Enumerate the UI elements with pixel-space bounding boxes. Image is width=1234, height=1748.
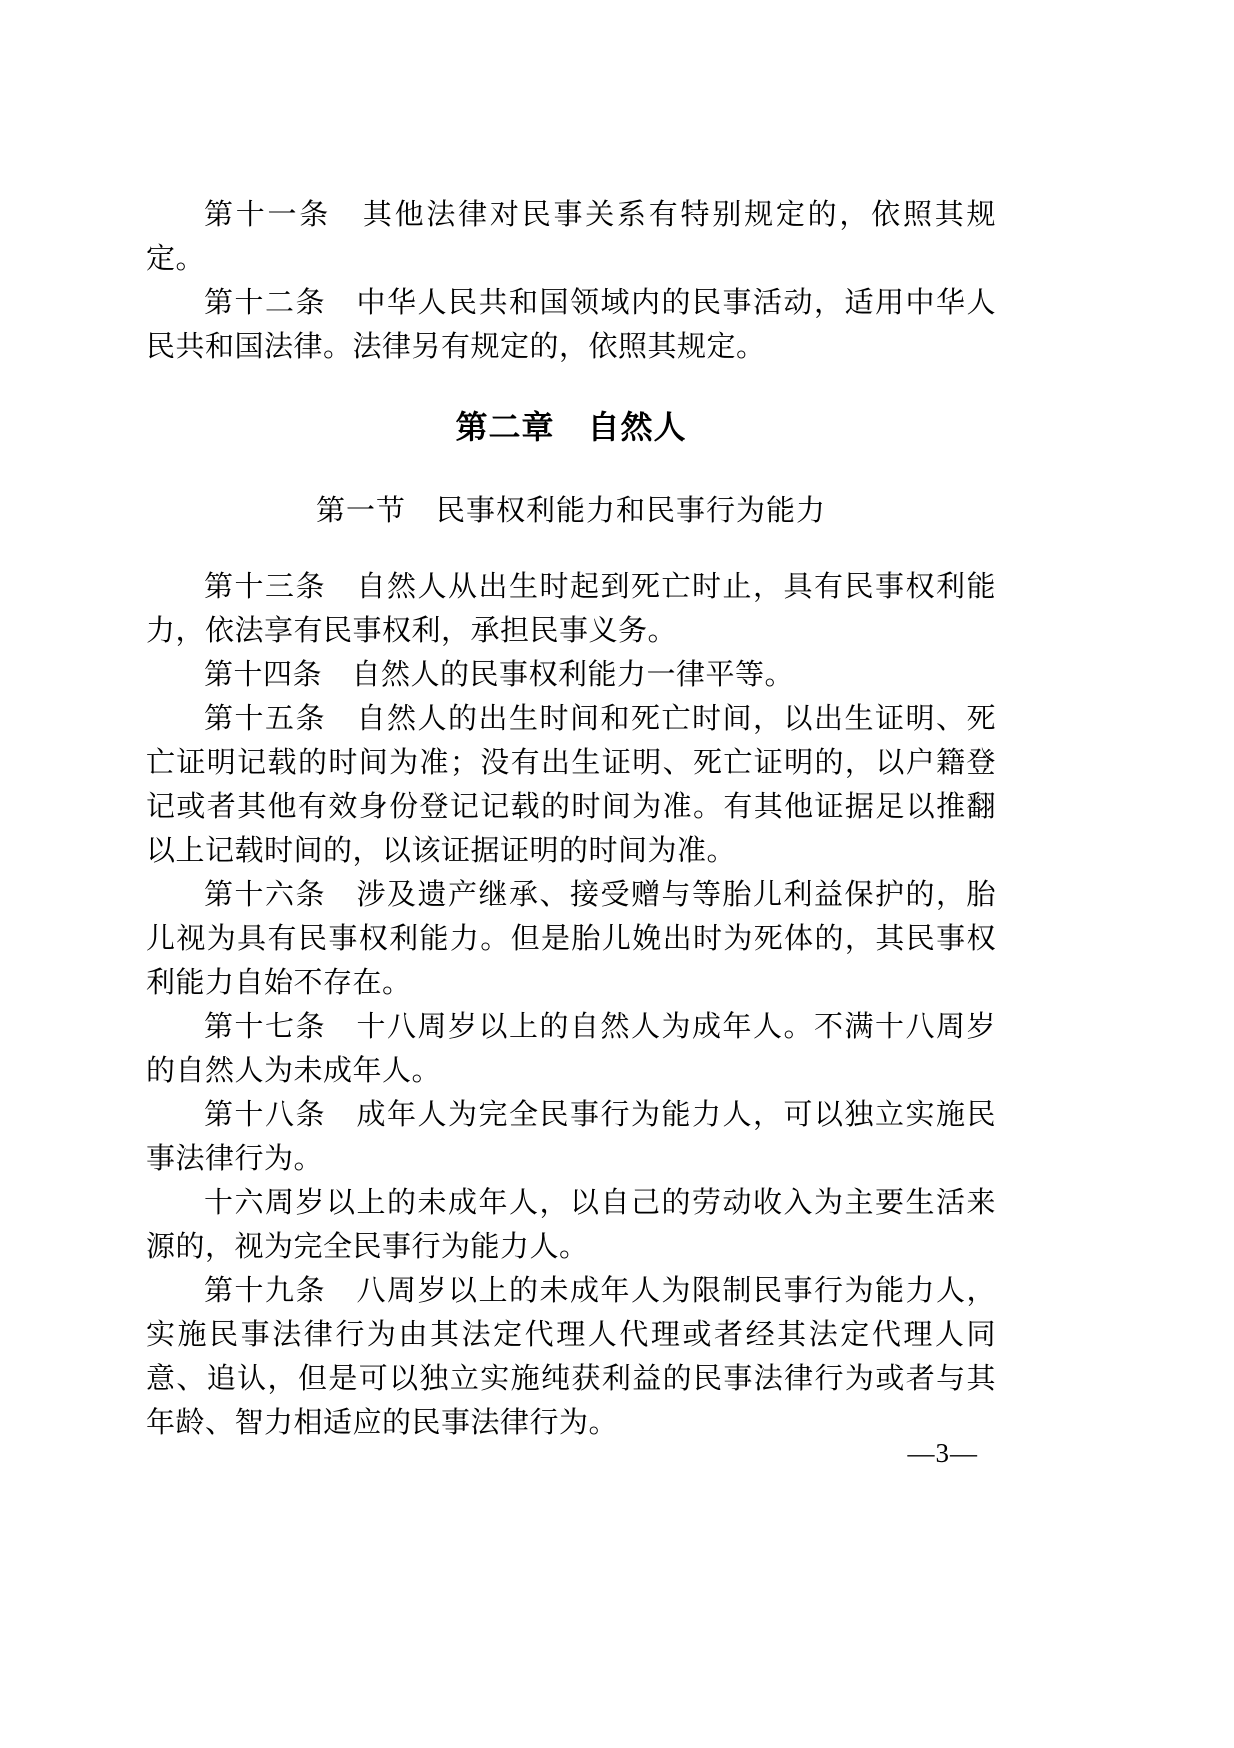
chapter-2-heading: 第二章 自然人 (455, 409, 687, 445)
article-12-paragraph: 第十二条 中华人民共和国领域内的民事活动，适用中华人民共和国法律。法律另有规定的，依照其规定。 (146, 287, 996, 363)
page-number: —3— (907, 1438, 978, 1468)
article-18-paragraph: 第十八条 成年人为完全民事行为能力人，可以独立实施民事法律行为。 (146, 1099, 996, 1175)
article-16-paragraph: 第十六条 涉及遗产继承、接受赠与等胎儿利益保护的，胎儿视为具有民事权利能力。但是胎儿娩出时为死体的，其民事权利能力自始不存在。 (146, 879, 996, 999)
article-18-continuation-paragraph: 十六周岁以上的未成年人，以自己的劳动收入为主要生活来源的，视为完全民事行为能力人。 (146, 1187, 996, 1263)
article-17-paragraph: 第十七条 十八周岁以上的自然人为成年人。不满十八周岁的自然人为未成年人。 (146, 1011, 996, 1087)
article-19-paragraph: 第十九条 八周岁以上的未成年人为限制民事行为能力人，实施民事法律行为由其法定代理人代理或者经其法定代理人同意、追认，但是可以独立实施纯获利益的民事法律行为或者与其年龄、智力相适应的民事法律行为。 (146, 1275, 996, 1439)
document-content (146, 193, 996, 1445)
article-14-paragraph: 第十四条 自然人的民事权利能力一律平等。 (204, 659, 795, 691)
article-11-paragraph: 第十一条 其他法律对民事关系有特别规定的，依照其规定。 (146, 199, 996, 275)
section-1-heading: 第一节 民事权利能力和民事行为能力 (315, 495, 826, 527)
article-15-paragraph: 第十五条 自然人的出生时间和死亡时间，以出生证明、死亡证明记载的时间为准；没有出生证明、死亡证明的，以户籍登记或者其他有效身份登记记载的时间为准。有其他证据足以推翻以上记载时间的，以该证据证明的时间为准。 (146, 703, 996, 867)
article-13-paragraph: 第十三条 自然人从出生时起到死亡时止，具有民事权利能力，依法享有民事权利，承担民事义务。 (146, 571, 996, 647)
